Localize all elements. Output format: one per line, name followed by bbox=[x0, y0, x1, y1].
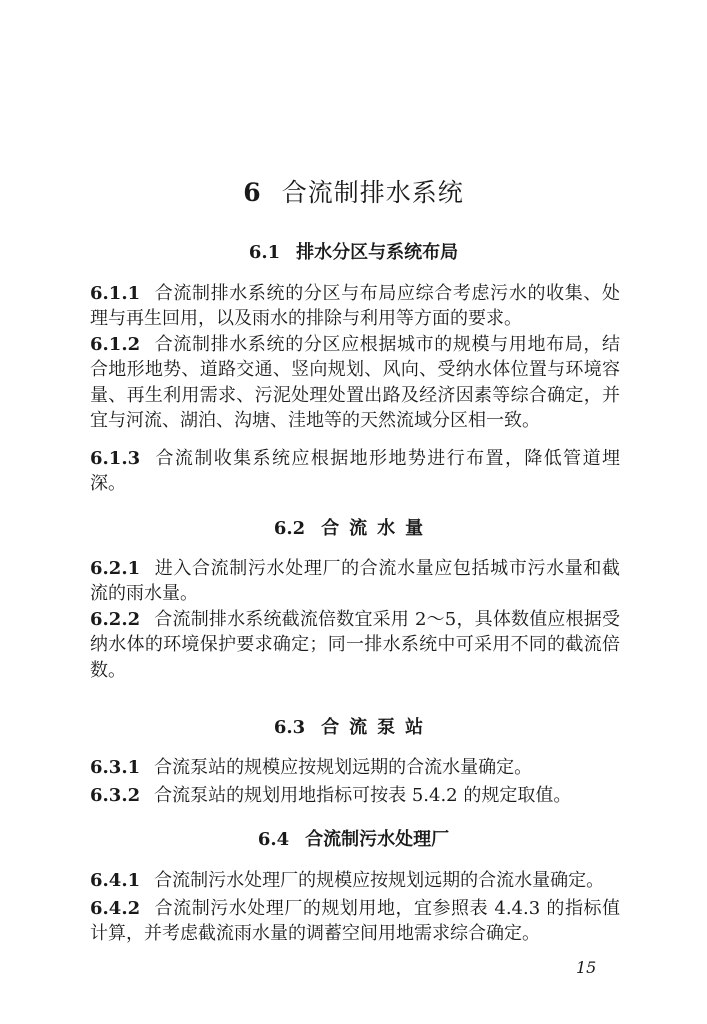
section-title: 合流制污水处理厂 bbox=[305, 829, 450, 850]
clause-6-2-2 bbox=[90, 607, 620, 683]
clause-number: 6.2.1 bbox=[90, 558, 141, 579]
clause-text: 合流制污水处理厂的规模应按规划远期的合流水量确定。 bbox=[154, 870, 605, 891]
section-heading-6-3 bbox=[0, 713, 707, 739]
clause-6-4-1 bbox=[90, 868, 620, 893]
section-heading-6-4 bbox=[0, 825, 707, 851]
section-heading-6-2 bbox=[0, 514, 707, 540]
clause-number: 6.1.2 bbox=[90, 334, 141, 355]
section-heading-6-1 bbox=[0, 238, 707, 264]
clause-text: 合流制排水系统的分区应根据城市的规模与用地布局，结合地形地势、道路交通、竖向规划、风向、受纳水体位置与环境容量、再生利用需求、污泥处理处置出路及经济因素等综合确定，并宜与河流、湖泊、沟塘、洼地等的天然流域分区相一致。 bbox=[90, 334, 620, 432]
clause-text: 合流制收集系统应根据地形地势进行布置，降低管道埋深。 bbox=[90, 448, 620, 495]
clause-text: 合流制排水系统的分区与布局应综合考虑污水的收集、处理与再生回用，以及雨水的排除与利用等方面的要求。 bbox=[90, 283, 620, 330]
clause-number: 6.1.1 bbox=[90, 283, 141, 304]
section-number: 6.3 bbox=[273, 717, 306, 738]
page-number: 15 bbox=[576, 958, 597, 977]
clause-text: 合流泵站的规划用地指标可按表 5.4.2 的规定取值。 bbox=[154, 785, 572, 806]
clause-text: 合流制排水系统截流倍数宜采用 2～5，具体数值应根据受纳水体的环境保护要求确定；同一排水系统中可采用不同的截流倍数。 bbox=[90, 609, 620, 681]
clause-text: 进入合流制污水处理厂的合流水量应包括城市污水量和截流的雨水量。 bbox=[90, 558, 620, 605]
chapter-number: 6 bbox=[243, 178, 262, 207]
clause-number: 6.4.2 bbox=[90, 898, 141, 919]
section-title: 合流泵站 bbox=[321, 717, 434, 738]
clause-6-2-1 bbox=[90, 556, 620, 607]
clause-6-1-2 bbox=[90, 332, 620, 434]
clause-6-1-1 bbox=[90, 281, 620, 332]
chapter-title bbox=[0, 173, 707, 209]
clause-number: 6.4.1 bbox=[90, 870, 141, 891]
clause-number: 6.1.3 bbox=[90, 448, 141, 469]
clause-number: 6.2.2 bbox=[90, 609, 141, 630]
clause-6-4-2 bbox=[90, 896, 620, 947]
clause-number: 6.3.1 bbox=[90, 757, 141, 778]
section-title: 合流水量 bbox=[321, 518, 434, 539]
section-number: 6.2 bbox=[273, 518, 306, 539]
clause-text: 合流制污水处理厂的规划用地，宜参照表 4.4.3 的指标值计算，并考虑截流雨水量的调蓄空间用地需求综合确定。 bbox=[90, 898, 620, 945]
section-number: 6.4 bbox=[257, 829, 290, 850]
chapter-title-text: 合流制排水系统 bbox=[281, 178, 464, 207]
clause-number: 6.3.2 bbox=[90, 785, 141, 806]
clause-6-3-1 bbox=[90, 755, 620, 780]
clause-6-1-3 bbox=[90, 446, 620, 497]
section-number: 6.1 bbox=[248, 242, 281, 263]
section-title: 排水分区与系统布局 bbox=[296, 242, 459, 263]
clause-text: 合流泵站的规模应按规划远期的合流水量确定。 bbox=[154, 757, 533, 778]
clause-6-3-2 bbox=[90, 783, 620, 808]
